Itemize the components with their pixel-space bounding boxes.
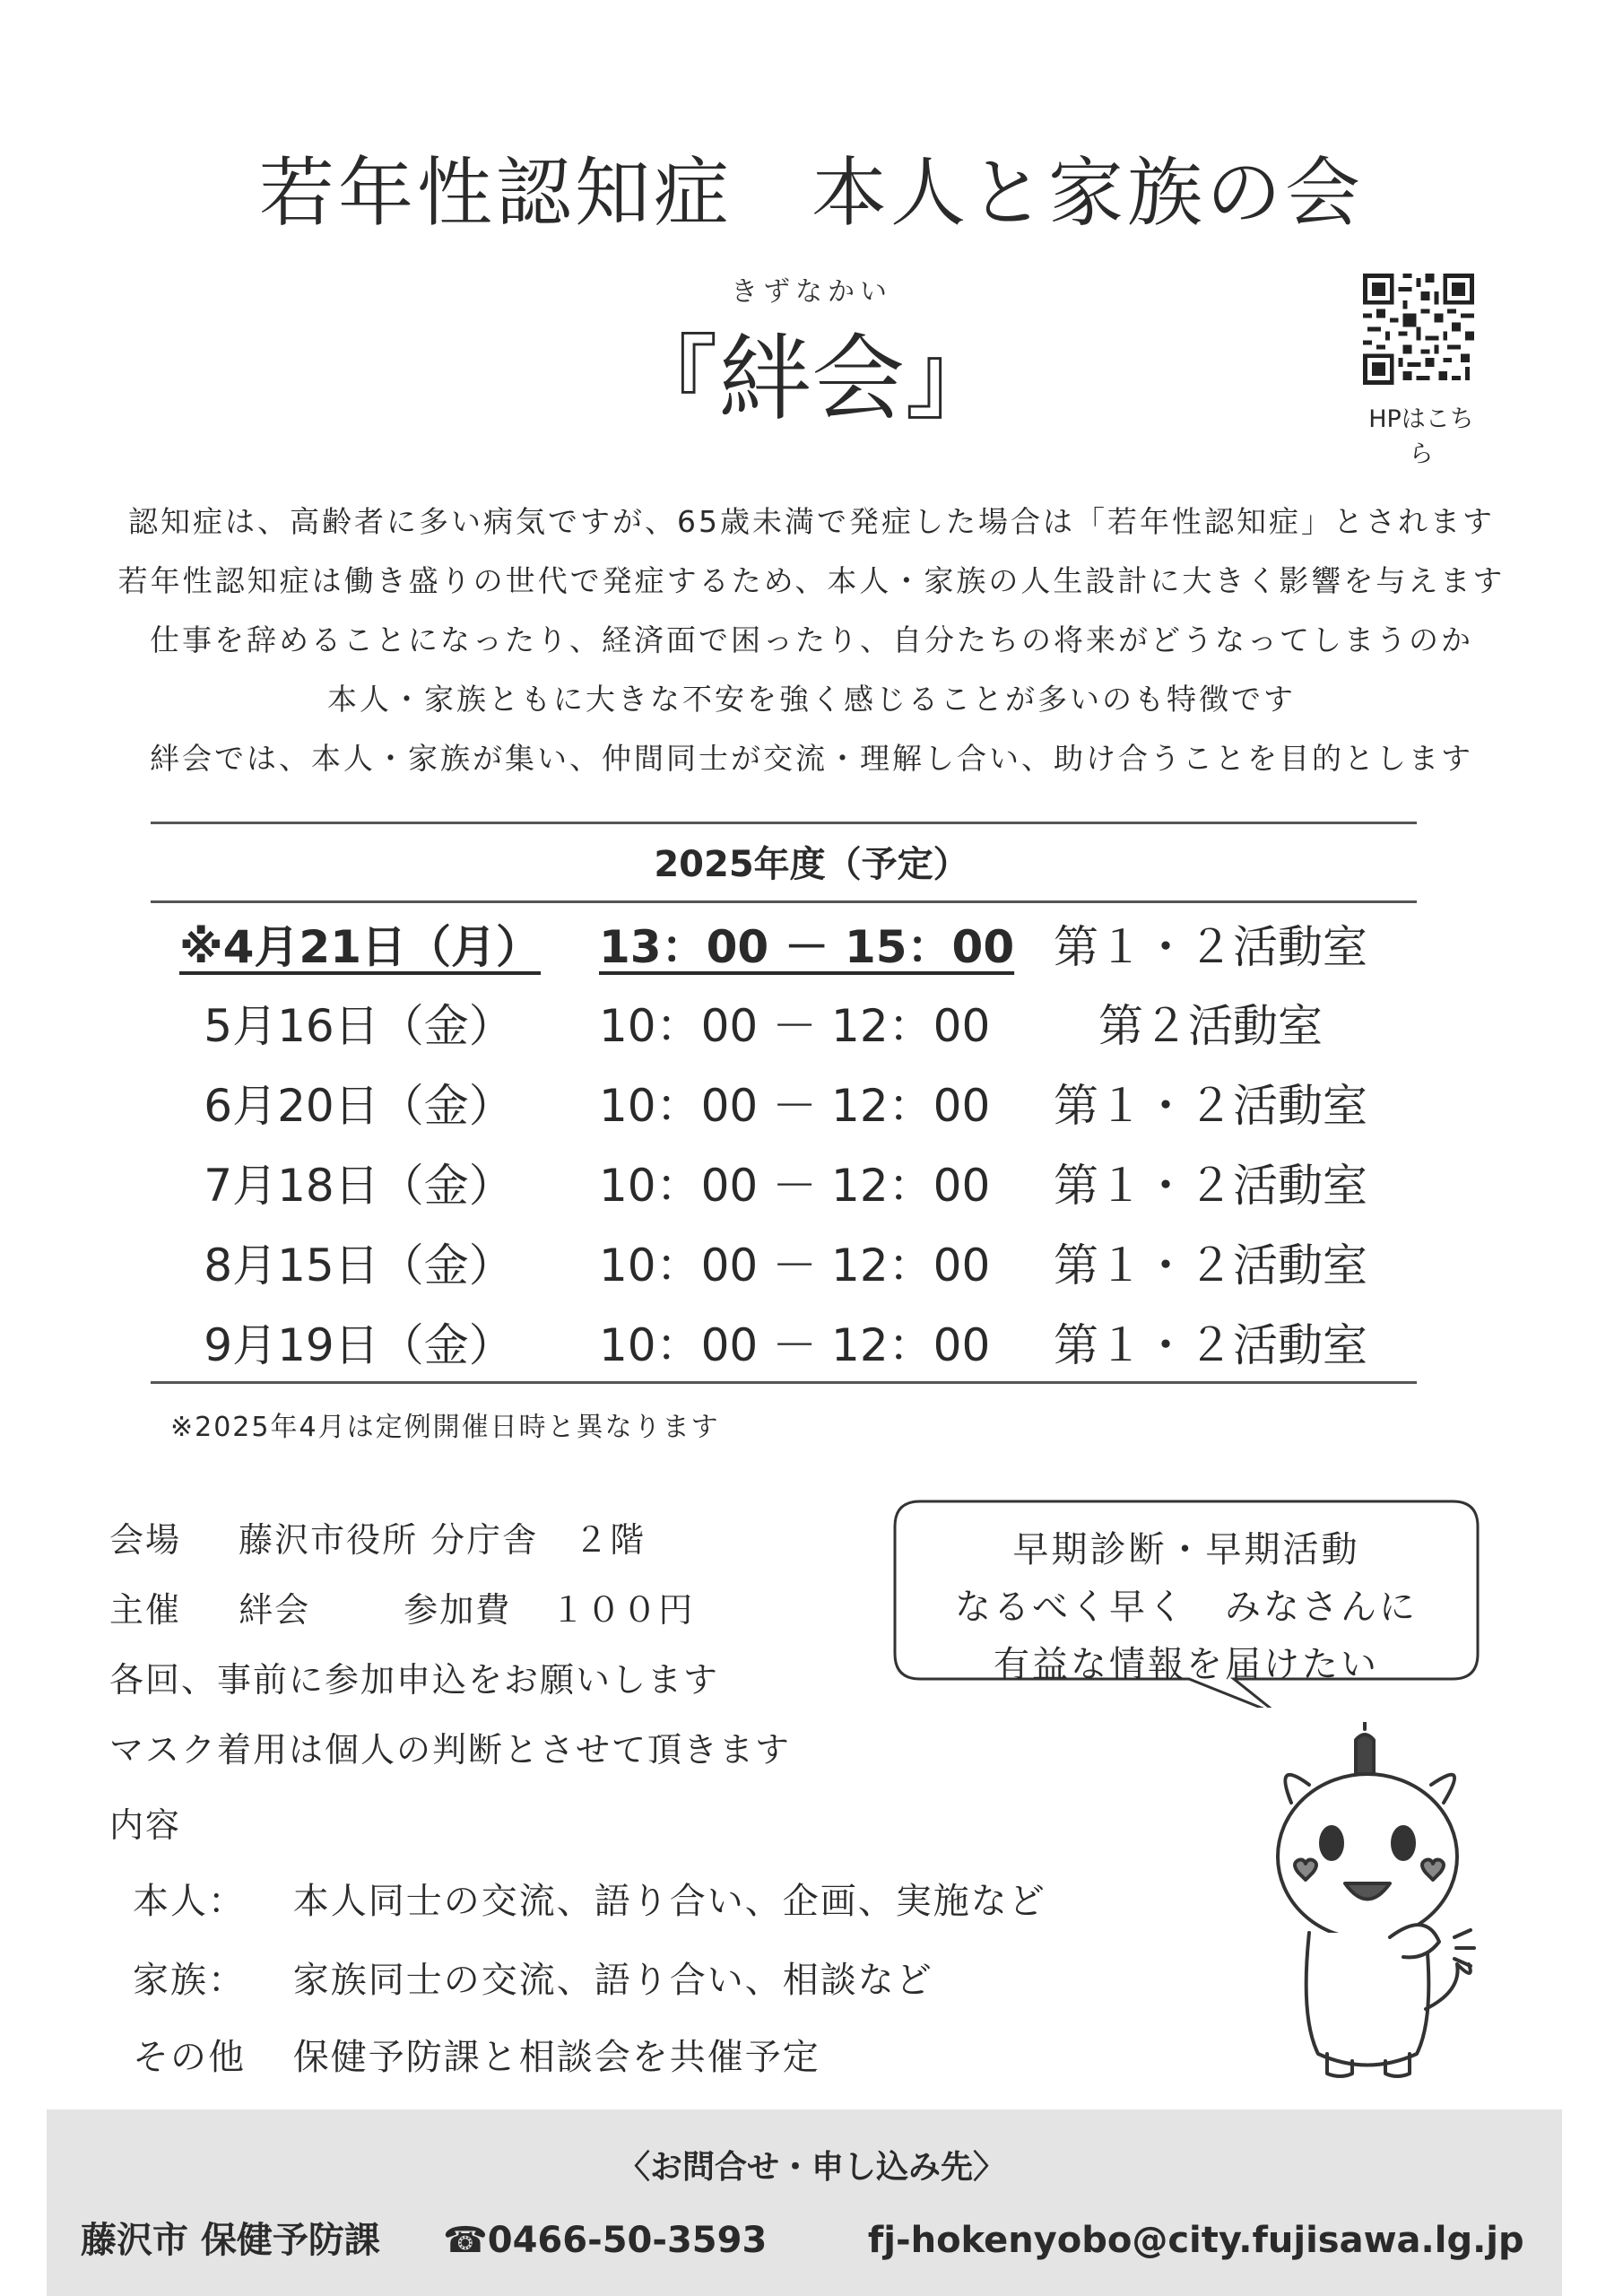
schedule-room: 第１・２活動室	[1054, 1319, 1367, 1371]
schedule-note: ※2025年4月は定例開催日時と異なります	[170, 1412, 720, 1443]
schedule-time: 13：00 － 15：00	[599, 921, 1015, 973]
group-name: 『絆会』	[624, 324, 998, 433]
schedule-date: ※4月21日（月）	[179, 921, 541, 973]
bubble-line: 有益な情報を届けたい	[994, 1644, 1379, 1685]
schedule-room: 第２活動室	[1098, 1000, 1323, 1052]
schedule-heading: 2025年度（予定）	[654, 844, 969, 885]
schedule-time: 10：00 － 12：00	[599, 1160, 991, 1212]
content-row-text: 保健予防課と相談会を共催予定	[292, 2037, 820, 2078]
schedule-date: 7月18日（金）	[204, 1160, 514, 1212]
schedule-date: 5月16日（金）	[204, 1000, 514, 1052]
contact-line	[81, 2212, 1524, 2263]
host-label: 主催	[109, 1590, 182, 1630]
bubble-text	[893, 1521, 1480, 1693]
content-row	[133, 2029, 820, 2080]
schedule-date: 9月19日（金）	[204, 1319, 514, 1371]
contact-footer	[47, 2109, 1562, 2296]
venue-value: 藤沢市役所 分庁舎 ２階	[239, 1520, 647, 1560]
schedule-date: 8月15日（金）	[204, 1239, 514, 1292]
divider	[151, 822, 1417, 824]
schedule-row	[0, 911, 1623, 983]
venue-line	[109, 1512, 646, 1561]
content-row-label: 家族：	[133, 1960, 246, 2001]
content-row	[133, 1873, 1046, 1924]
schedule-row	[0, 1070, 1623, 1142]
content-row-text: 本人同士の交流、語り合い、企画、実施など	[292, 1881, 1046, 1922]
qr-code-icon[interactable]	[1363, 274, 1474, 385]
schedule-date: 6月20日（金）	[204, 1080, 514, 1132]
bubble-line: 早期診断・早期活動	[1012, 1529, 1360, 1570]
intro-line: 仕事を辞めることになったり、経済面で困ったり、自分たちの将来がどうなってしまうのか	[150, 622, 1473, 657]
venue-label: 会場	[109, 1520, 182, 1560]
divider	[151, 900, 1417, 903]
intro-line: 絆会では、本人・家族が集い、仲間同士が交流・理解し合い、助け合うことを目的とします	[150, 741, 1473, 776]
mask-note: マスク着用は個人の判断とさせて頂きます	[109, 1730, 792, 1770]
apply-note: 各回、事前に参加申込をお願いします	[109, 1660, 720, 1700]
schedule-room: 第１・２活動室	[1054, 1239, 1367, 1292]
content-heading: 内容	[109, 1805, 182, 1845]
bubble-line: なるべく早く みなさんに	[955, 1587, 1418, 1628]
qr-block	[1363, 274, 1480, 469]
content-row-text: 家族同士の交流、語り合い、相談など	[292, 1960, 933, 2001]
schedule-row	[0, 1309, 1623, 1381]
content-row-label: その他	[133, 2037, 246, 2078]
fee-label: 参加費	[404, 1590, 512, 1630]
schedule-room: 第１・２活動室	[1054, 921, 1367, 973]
content-row	[133, 1952, 933, 2003]
schedule-time: 10：00 － 12：00	[599, 1319, 991, 1371]
page-title: 若年性認知症 本人と家族の会	[258, 149, 1364, 237]
content-row-label: 本人：	[133, 1881, 246, 1922]
schedule-time: 10：00 － 12：00	[599, 1000, 991, 1052]
mascot-illustration	[1255, 1722, 1488, 2081]
schedule-room: 第１・２活動室	[1054, 1160, 1367, 1212]
host-line	[109, 1582, 694, 1631]
schedule-row	[0, 990, 1623, 1062]
contact-email[interactable]: fj-hokenyobo@city.fujisawa.lg.jp	[867, 2220, 1524, 2261]
schedule-room: 第１・２活動室	[1054, 1080, 1367, 1132]
schedule-row	[0, 1150, 1623, 1222]
qr-label: HPはこちら	[1368, 405, 1474, 468]
intro-line: 本人・家族ともに大きな不安を強く感じることが多いのも特徴です	[327, 682, 1296, 717]
contact-dept: 藤沢市 保健予防課	[81, 2220, 380, 2261]
intro-line: 若年性認知症は働き盛りの世代で発症するため、本人・家族の人生設計に大きく影響を与えます	[117, 563, 1506, 598]
schedule-row	[0, 1230, 1623, 1301]
contact-phone[interactable]: ☎0466-50-3593	[442, 2220, 768, 2261]
schedule-time: 10：00 － 12：00	[599, 1080, 991, 1132]
intro-line: 認知症は、高齢者に多い病気ですが、65歳未満で発症した場合は「若年性認知症」とされます	[128, 504, 1495, 539]
schedule-time: 10：00 － 12：00	[599, 1239, 991, 1292]
fee-value: １００円	[551, 1590, 695, 1630]
title-ruby: きずなかい	[731, 276, 892, 308]
divider	[151, 1381, 1417, 1384]
host-value: 絆会	[239, 1590, 311, 1630]
contact-heading: 〈お問合せ・申し込み先〉	[617, 2149, 1005, 2186]
